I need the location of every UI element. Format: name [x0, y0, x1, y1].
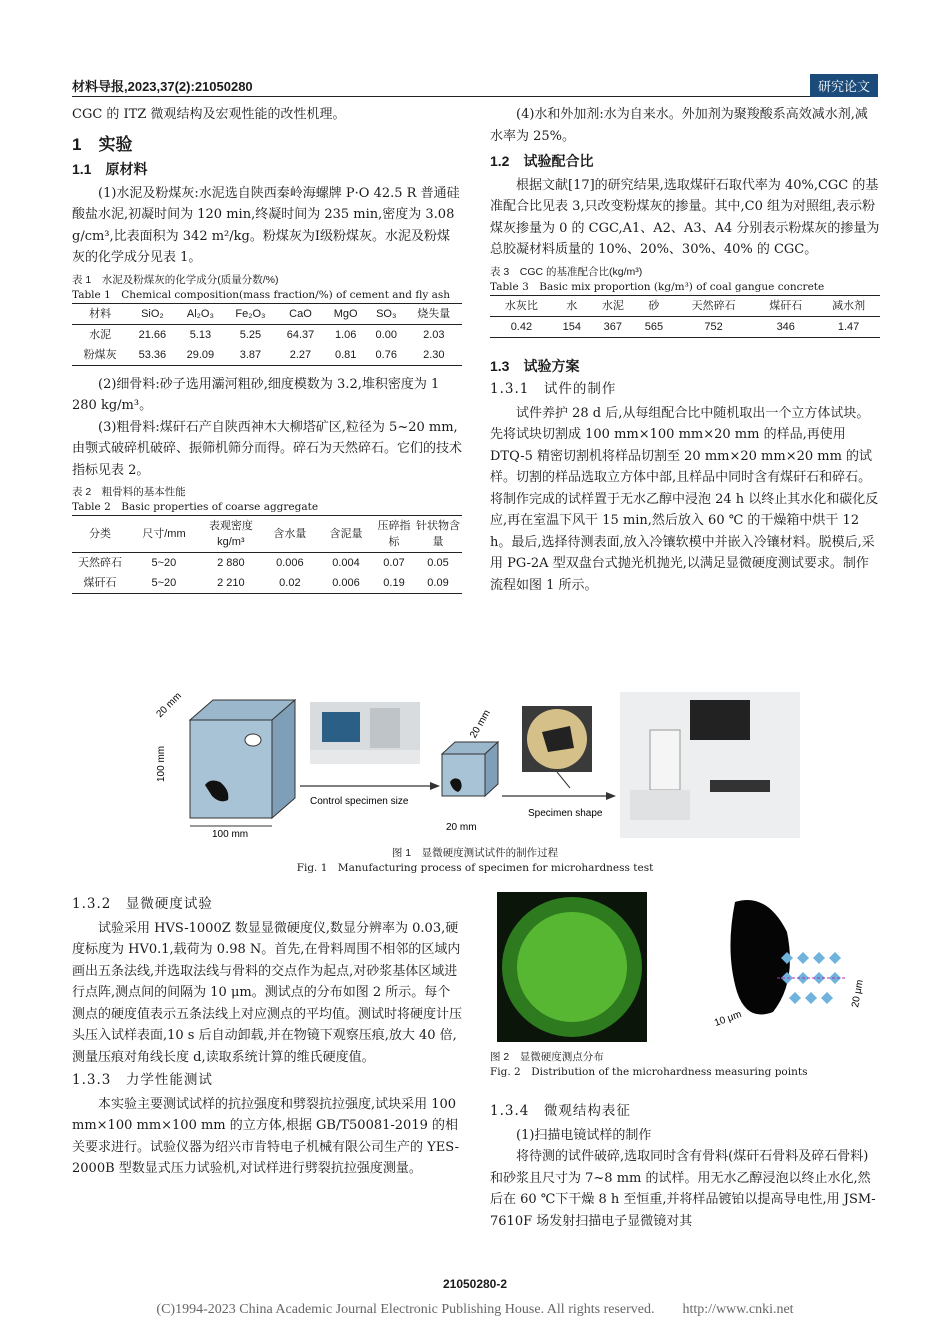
- section-tag: 研究论文: [810, 74, 878, 97]
- intro-end-paragraph: CGC 的 ITZ 微观结构及宏观性能的改性机理。: [72, 107, 346, 122]
- table1-cell: 64.37: [286, 328, 315, 341]
- running-header: [72, 74, 878, 97]
- table3-cell: 367: [603, 320, 623, 333]
- section-1-1-heading: 1.1 原材料: [72, 161, 148, 177]
- page-number: 21050280-2: [442, 1277, 508, 1291]
- table2-cell: 2 880: [217, 557, 245, 569]
- mix-ratio-paragraph: 根据文献[17]的研究结果,选取煤矸石取代率为 40%,CGC 的基准配合比见表 3,只改变粉煤灰的掺量。其中,C0 组为对照组,表示粉煤灰掺量为 0 的 CGC,A1、A2、A3、A4 分别表示粉煤灰的掺量为总胶凝材料质量的 10%、20%、30%、40% 的 CGC。: [490, 177, 880, 257]
- specimen-prep-paragraph: 试件养护 28 d 后,从每组配合比中随机取出一个立方体试块。先将试块切割成 100 mm×100 mm×20 mm 的样品,再使用 DTQ-5 精密切割机将样品切割至 20 mm×20 mm×20 mm 的试样。切割的样品选取立方体中部,且样品中同时含有煤矸石和碎石。将制作完成的试样置于无水乙醇中浸泡 24 h 以终止其水化和碳化反应,再在室温下风干 15 min,然后放入 60 ℃ 的干燥箱中烘干 12 h。最后,选择待测表面,放入冷镶软模中并嵌入冷镶材料。脱模后,采用 PG-2A 型双盘台式抛光机抛光,以满足显微硬度测试要求。制作流程如图 1 所示。: [490, 405, 879, 593]
- table1-cell: 0.81: [334, 348, 357, 361]
- journal-citation: 材料导报,2023,37(2):21050280: [72, 79, 253, 94]
- sem-sample-subheading: (1)扫描电镜试样的制作: [516, 1127, 652, 1143]
- section-1-3-heading: 1.3 试验方案: [490, 357, 580, 374]
- table1-cell: 水泥: [89, 328, 112, 341]
- table1-cell: 3.87: [239, 348, 262, 361]
- table3-cell: 154: [562, 320, 581, 333]
- figure1-caption-block: [0, 846, 950, 876]
- aggregate-shape: [730, 900, 789, 1015]
- table3-cell: 1.47: [837, 320, 860, 333]
- copyright-footer: (C)1994-2023 China Academic Journal Electronic Publishing House. All rights reserved. http://www.cnki.net: [156, 1302, 794, 1317]
- table2-cell: 0.006: [332, 577, 360, 589]
- table2-cell: 5~20: [151, 577, 177, 589]
- table1: [72, 303, 462, 366]
- section-1-2-heading: 1.2 试验配合比: [490, 153, 594, 169]
- cement-flyash-paragraph: (1)水泥及粉煤灰:水泥选自陕西秦岭海螺牌 P·O 42.5 R 普通硅酸盐水泥,初凝时间为 120 min,终凝时间为 235 min,密度为 3.08 g/cm³,比表面积为 342 m²/kg。粉煤灰为Ⅰ级粉煤灰。水泥及粉煤灰的化学成分见表 1。: [72, 185, 460, 265]
- section-1-3-2-heading: 1.3.2 显微硬度试验: [72, 896, 213, 912]
- table3-header: 水灰比: [504, 299, 538, 312]
- table2-cell: 0.006: [276, 557, 304, 569]
- table2-cell: 0.02: [279, 577, 301, 589]
- left-column: [72, 104, 462, 594]
- figure1-caption-en: Fig. 1 Manufacturing process of specimen for microhardness test: [296, 862, 654, 874]
- table3: [490, 295, 880, 338]
- right-column: [490, 104, 880, 596]
- table2-cell: 天然碎石: [78, 557, 122, 569]
- table1-header: 材料: [89, 307, 112, 320]
- measuring-points: [777, 952, 847, 1004]
- water-admixture-paragraph: (4)水和外加剂:水为自来水。外加剂为聚羧酸系高效减水剂,减水率为 25%。: [490, 107, 868, 144]
- table1-header: CaO: [289, 307, 312, 320]
- table1-header: MgO: [333, 307, 358, 320]
- table1-cell: 5.13: [189, 328, 212, 341]
- mounted-specimen-photo: [522, 706, 592, 772]
- table3-header: 煤矸石: [769, 299, 803, 312]
- figure2-caption: 图 2 显微硬度测点分布: [490, 1051, 604, 1063]
- table1-cell: 2.03: [423, 328, 445, 341]
- table2-cell: 2 210: [217, 577, 245, 589]
- table1-header: 烧失量: [417, 307, 451, 320]
- table1-cell: 5.25: [239, 328, 262, 341]
- table1-cell: 0.00: [375, 328, 397, 341]
- table1-cell: 1.06: [334, 328, 357, 341]
- table2-header: 含泥量: [329, 528, 363, 540]
- table2-cell: 0.05: [427, 557, 449, 569]
- table2-cell: 0.004: [332, 557, 360, 569]
- table2-header: 分类: [89, 528, 111, 540]
- table3-header: 砂: [648, 299, 660, 312]
- table2-header: 含水量: [273, 528, 307, 540]
- table1-header: Al₂O₃: [186, 307, 214, 320]
- table1-cell: 2.30: [423, 348, 445, 361]
- dim-label: 10 μm: [712, 1009, 744, 1029]
- table1-cell: 29.09: [186, 348, 215, 361]
- dim-label: 20 μm: [850, 978, 866, 1009]
- table3-cell: 752: [704, 320, 723, 333]
- table3-cell: 565: [644, 320, 664, 333]
- table3-header: 天然碎石: [691, 299, 736, 312]
- step-label: Specimen shape: [528, 808, 603, 819]
- table2-header: 表观密度 kg/m³: [208, 520, 253, 548]
- section-1-heading: 1 实验: [72, 134, 133, 154]
- table-row: [72, 553, 462, 574]
- table1-cell: 53.36: [138, 348, 167, 361]
- table2-caption: 表 2 粗骨料的基本性能: [72, 486, 186, 498]
- table3-header: 水泥: [601, 299, 624, 312]
- microhardness-paragraph: 试验采用 HVS-1000Z 数显显微硬度仪,数显分辨率为 0.03,硬度标度为 HV0.1,载荷为 0.98 N。首先,在骨料周围不相邻的区域内画出五条法线,并选取法线与骨料的交点作为起点,对砂浆基体区域进行点阵,测点间的间隔为 10 μm。测试点的分布如图 2 所示。每个测点的硬度值表示五条法线上对应测点的平均值。测试时将硬度计压头压入试样表面,10 s 后自动卸载,并在物镜下观察压痕,放大 40 倍,测量压痕对角线长度 d,读取系统计算的维氏硬度值。: [72, 920, 463, 1065]
- table2-caption-en: Table 2 Basic properties of coarse aggregate: [72, 501, 319, 513]
- dim-label: 100 mm: [156, 745, 167, 782]
- table-row: [72, 324, 462, 345]
- table2-header: 针状物含量: [416, 520, 460, 548]
- lower-left-column: [72, 892, 462, 1180]
- micrograph-center: [517, 912, 627, 1022]
- table2-header: 压碎指标: [377, 520, 411, 548]
- table3-header: 水: [566, 299, 578, 312]
- table3-caption: 表 3 CGC 的基准配合比(kg/m³): [490, 265, 643, 278]
- table3-header: 减水剂: [832, 299, 866, 312]
- table1-cell: 粉煤灰: [83, 348, 117, 361]
- sem-prep-paragraph: 将待测的试件破碎,选取同时含有骨料(煤矸石骨料及碎石骨料)和砂浆且尺寸为 7~8 mm 的试样。用无水乙醇浸泡以终止水化,然后在 60 ℃下干燥 8 h 至恒重,并将样品镀铂以提高导电性,用 JSM-7610F 场发射扫描电子显微镜对其: [490, 1149, 876, 1229]
- table-row: [490, 316, 880, 337]
- figure1-caption: 图 1 显微硬度测试试件的制作过程: [391, 847, 559, 859]
- table1-caption: 表 1 水泥及粉煤灰的化学成分(质量分数/%): [72, 273, 279, 286]
- microscope-photo: [620, 692, 800, 838]
- table1-cell: 21.66: [138, 328, 167, 341]
- section-1-3-3-heading: 1.3.3 力学性能测试: [72, 1072, 213, 1088]
- table2-cell: 煤矸石: [83, 577, 117, 589]
- step-label: Control specimen size: [310, 796, 409, 807]
- table-row: [72, 345, 462, 366]
- table2-cell: 0.07: [383, 557, 405, 569]
- table3-cell: 346: [776, 320, 795, 333]
- table1-caption-en: Table 1 Chemical composition(mass fraction/%) of cement and fly ash: [72, 288, 451, 301]
- large-cube-illustration: [190, 700, 295, 818]
- table1-cell: 0.76: [375, 348, 397, 361]
- small-cube-illustration: [442, 742, 498, 796]
- figure2-caption-block: [490, 1050, 880, 1080]
- cutting-machine-photo: [310, 702, 420, 764]
- table3-cell: 0.42: [510, 320, 533, 333]
- table1-header: SiO₂: [141, 307, 164, 320]
- table1-header: Fe₂O₃: [235, 307, 266, 320]
- table-row: [72, 573, 462, 594]
- dim-label: 20 mm: [468, 708, 493, 741]
- section-1-3-4-heading: 1.3.4 微观结构表征: [490, 1103, 631, 1119]
- dim-label: 100 mm: [212, 829, 249, 840]
- table3-caption-en: Table 3 Basic mix proportion (kg/m³) of coal gangue concrete: [490, 280, 825, 293]
- table2-cell: 0.09: [427, 577, 449, 589]
- table1-header: SO₃: [376, 307, 397, 320]
- figure2: [497, 892, 881, 1042]
- fine-aggregate-paragraph: (2)细骨料:砂子选用灞河粗砂,细度模数为 3.2,堆积密度为 1 280 kg/m³。: [72, 376, 440, 413]
- table1-cell: 2.27: [289, 348, 312, 361]
- figure1: [150, 690, 800, 840]
- mechanical-test-paragraph: 本实验主要测试试样的抗拉强度和劈裂抗拉强度,试块采用 100 mm×100 mm×100 mm 的立方体,根据 GB/T50081-2019 的相关要求进行。试验仪器为绍兴市肯特电子机械有限公司生产的 YES-2000B 型数显式压力试验机,对试样进行劈裂抗拉强度测量。: [72, 1096, 459, 1176]
- figure2-caption-en: Fig. 2 Distribution of the microhardness measuring points: [490, 1066, 808, 1078]
- dim-label: 20 mm: [154, 690, 184, 721]
- table2-header: 尺寸/mm: [142, 528, 186, 540]
- dim-label: 20 mm: [446, 822, 477, 833]
- coarse-aggregate-paragraph: (3)粗骨料:煤矸石产自陕西神木大柳塔矿区,粒径为 5~20 mm,由颚式破碎机破碎、振筛机筛分而得。碎石为天然碎石。它们的技术指标见表 2。: [72, 419, 463, 478]
- lower-right-column: [490, 1099, 880, 1232]
- table2-cell: 5~20: [151, 557, 177, 569]
- section-1-3-1-heading: 1.3.1 试件的制作: [490, 381, 617, 397]
- table2-cell: 0.19: [383, 577, 405, 589]
- table2: [72, 515, 462, 594]
